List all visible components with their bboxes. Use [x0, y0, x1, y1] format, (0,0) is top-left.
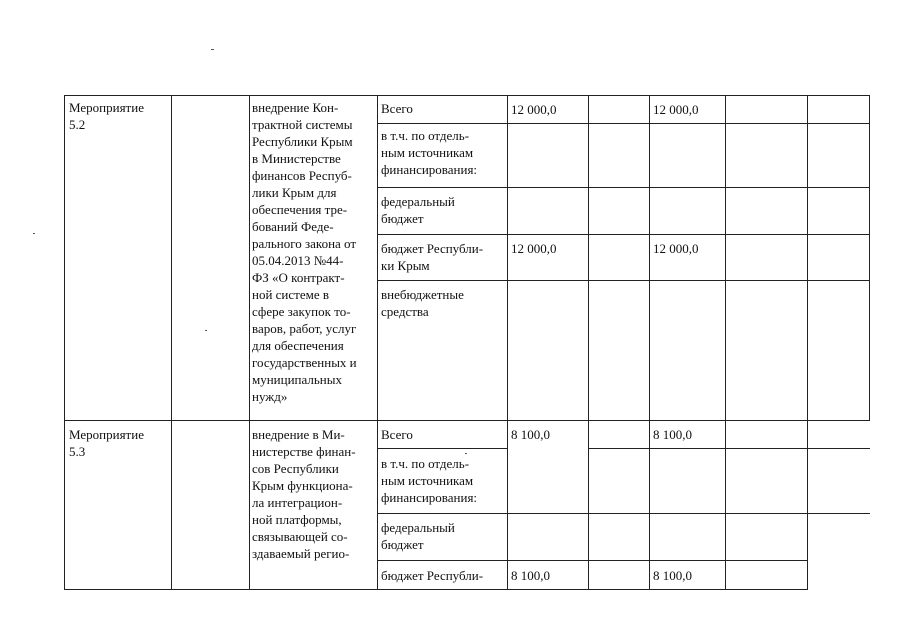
source-label-regional: бюджет Республи-	[381, 568, 484, 583]
scan-speck	[205, 330, 207, 331]
amount-total: 12 000,0	[511, 102, 557, 117]
table-line	[507, 95, 508, 590]
event-label: Мероприятие 5.3	[69, 427, 144, 459]
table-line	[377, 513, 870, 514]
table-line	[64, 589, 808, 590]
table-line	[64, 95, 870, 96]
source-label-total: Всего	[381, 101, 413, 116]
amount-total: 8 100,0	[511, 427, 550, 442]
event-description: внедрение в Ми- нистерстве финан- сов Республики Крым функциона- ла интеграцион- ной платформы, связывающей со- здаваемый регио-	[252, 427, 356, 561]
table-line	[588, 448, 870, 449]
source-label-regional: бюджет Республи- ки Крым	[381, 241, 484, 273]
table-line	[377, 187, 870, 188]
amount-year: 8 100,0	[653, 427, 692, 442]
event-label: Мероприятие 5.2	[69, 100, 144, 132]
table-line	[649, 95, 650, 590]
amount-year: 12 000,0	[653, 102, 699, 117]
table-line	[377, 448, 508, 449]
amount-year: 8 100,0	[653, 568, 692, 583]
scan-speck	[33, 233, 35, 234]
amount-total: 8 100,0	[511, 568, 550, 583]
source-label-breakdown: в т.ч. по отдель- ным источникам финансирования:	[381, 456, 478, 505]
source-label-breakdown: в т.ч. по отдель- ным источникам финансирования:	[381, 128, 478, 177]
table-line	[377, 280, 870, 281]
source-label-federal: федеральный бюджет	[381, 194, 455, 226]
table-line	[377, 234, 870, 235]
source-label-federal: федеральный бюджет	[381, 520, 455, 552]
table-line	[588, 95, 589, 590]
table-line	[725, 95, 726, 590]
scan-speck	[211, 49, 214, 50]
table-line	[869, 95, 870, 421]
table-line	[807, 95, 808, 590]
table-line	[249, 95, 250, 590]
table-line	[64, 95, 65, 590]
table-line	[64, 420, 870, 421]
scan-speck	[465, 453, 467, 454]
source-label-total: Всего	[381, 427, 413, 442]
event-description: внедрение Кон- трактной системы Республики Крым в Министерстве финансов Респуб- лики Крым для обеспечения тре- бований Феде- рального закона от 05.04.2013 №44- ФЗ «О контракт- ной системе в сфере закупок то- варов, работ, услуг для обеспечения государственных и муниципальных нужд»	[252, 100, 357, 404]
table-line	[377, 560, 808, 561]
amount-total: 12 000,0	[511, 241, 557, 256]
amount-year: 12 000,0	[653, 241, 699, 256]
table-line	[377, 123, 870, 124]
source-label-extrabudgetary: внебюджетные средства	[381, 287, 464, 319]
table-line	[171, 95, 172, 590]
